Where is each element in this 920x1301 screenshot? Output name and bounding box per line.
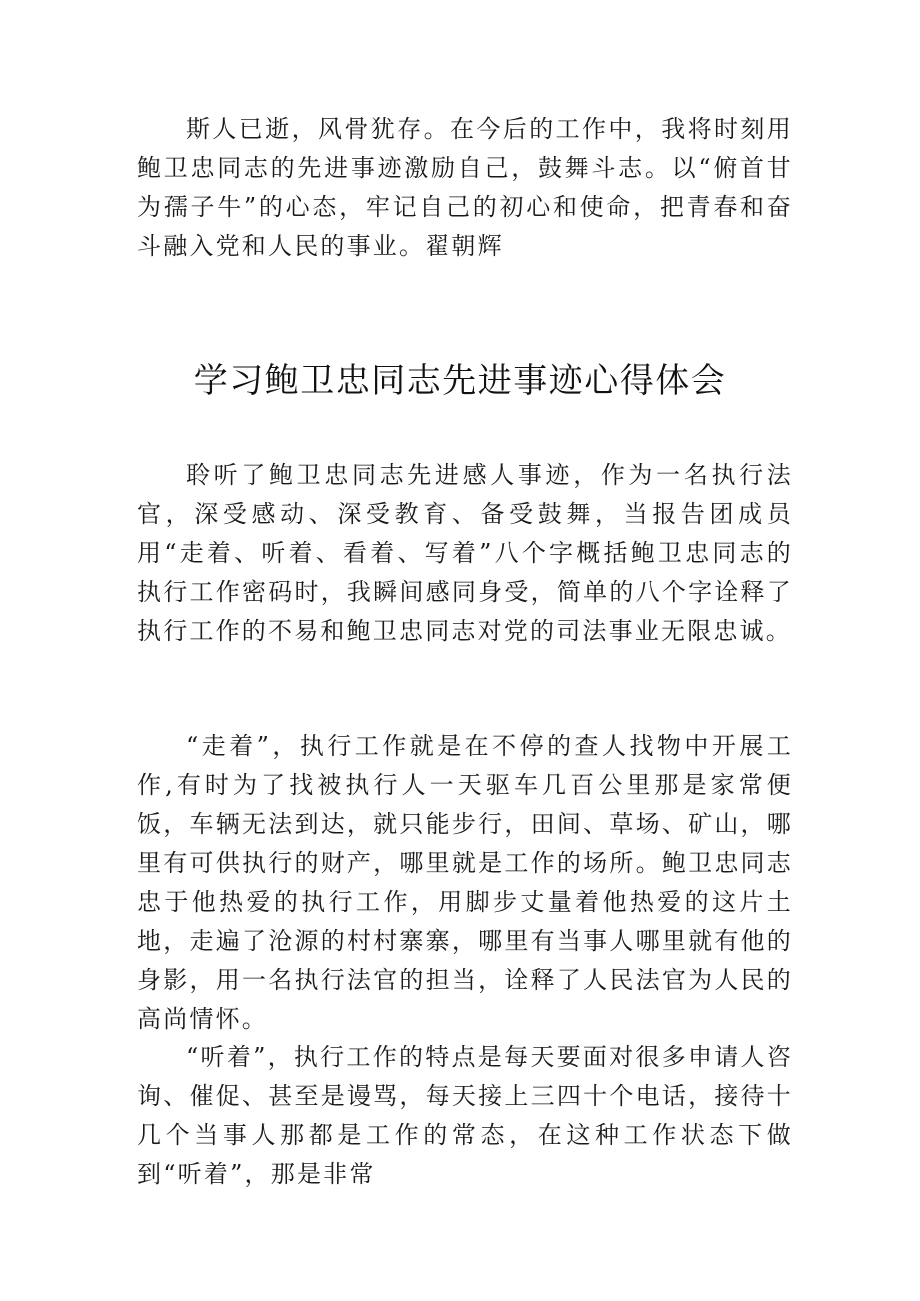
document-title: 学习鲍卫忠同志先进事迹心得体会	[193, 361, 727, 401]
intro-paragraph: 斯人已逝，风骨犹存。在今后的工作中，我将时刻用鲍卫忠同志的先进事迹激励自己，鼓舞斗志。以“俯首甘为孺子牛”的心态，牢记自己的初心和使命，把青春和奋斗融入党和人民的事业。翟朝辉	[137, 115, 793, 260]
body-paragraph: “听着”，执行工作的特点是每天要面对很多申请人咨询、催促、甚至是谩骂，每天接上三四十个电话，接待十几个当事人那都是工作的常态，在这种工作状态下做到“听着”，那是非常	[137, 1043, 793, 1188]
body-paragraph: 聆听了鲍卫忠同志先进感人事迹，作为一名执行法官，深受感动、深受教育、备受鼓舞，当报告团成员用“走着、听着、看着、写着”八个字概括鲍卫忠同志的执行工作密码时，我瞬间感同身受，简单的八个字诠释了执行工作的不易和鲍卫忠同志对党的司法事业无限忠诚。	[137, 461, 793, 645]
body-paragraph: “走着”，执行工作就是在不停的查人找物中开展工作,有时为了找被执行人一天驱车几百公里那是家常便饭，车辆无法到达，就只能步行，田间、草场、矿山，哪里有可供执行的财产，哪里就是工作的场所。鲍卫忠同志忠于他热爱的执行工作，用脚步丈量着他热爱的这片土地，走遍了沧源的村村寨寨，哪里有当事人哪里就有他的身影，用一名执行法官的担当，诠释了人民法官为人民的高尚情怀。	[137, 732, 793, 1033]
